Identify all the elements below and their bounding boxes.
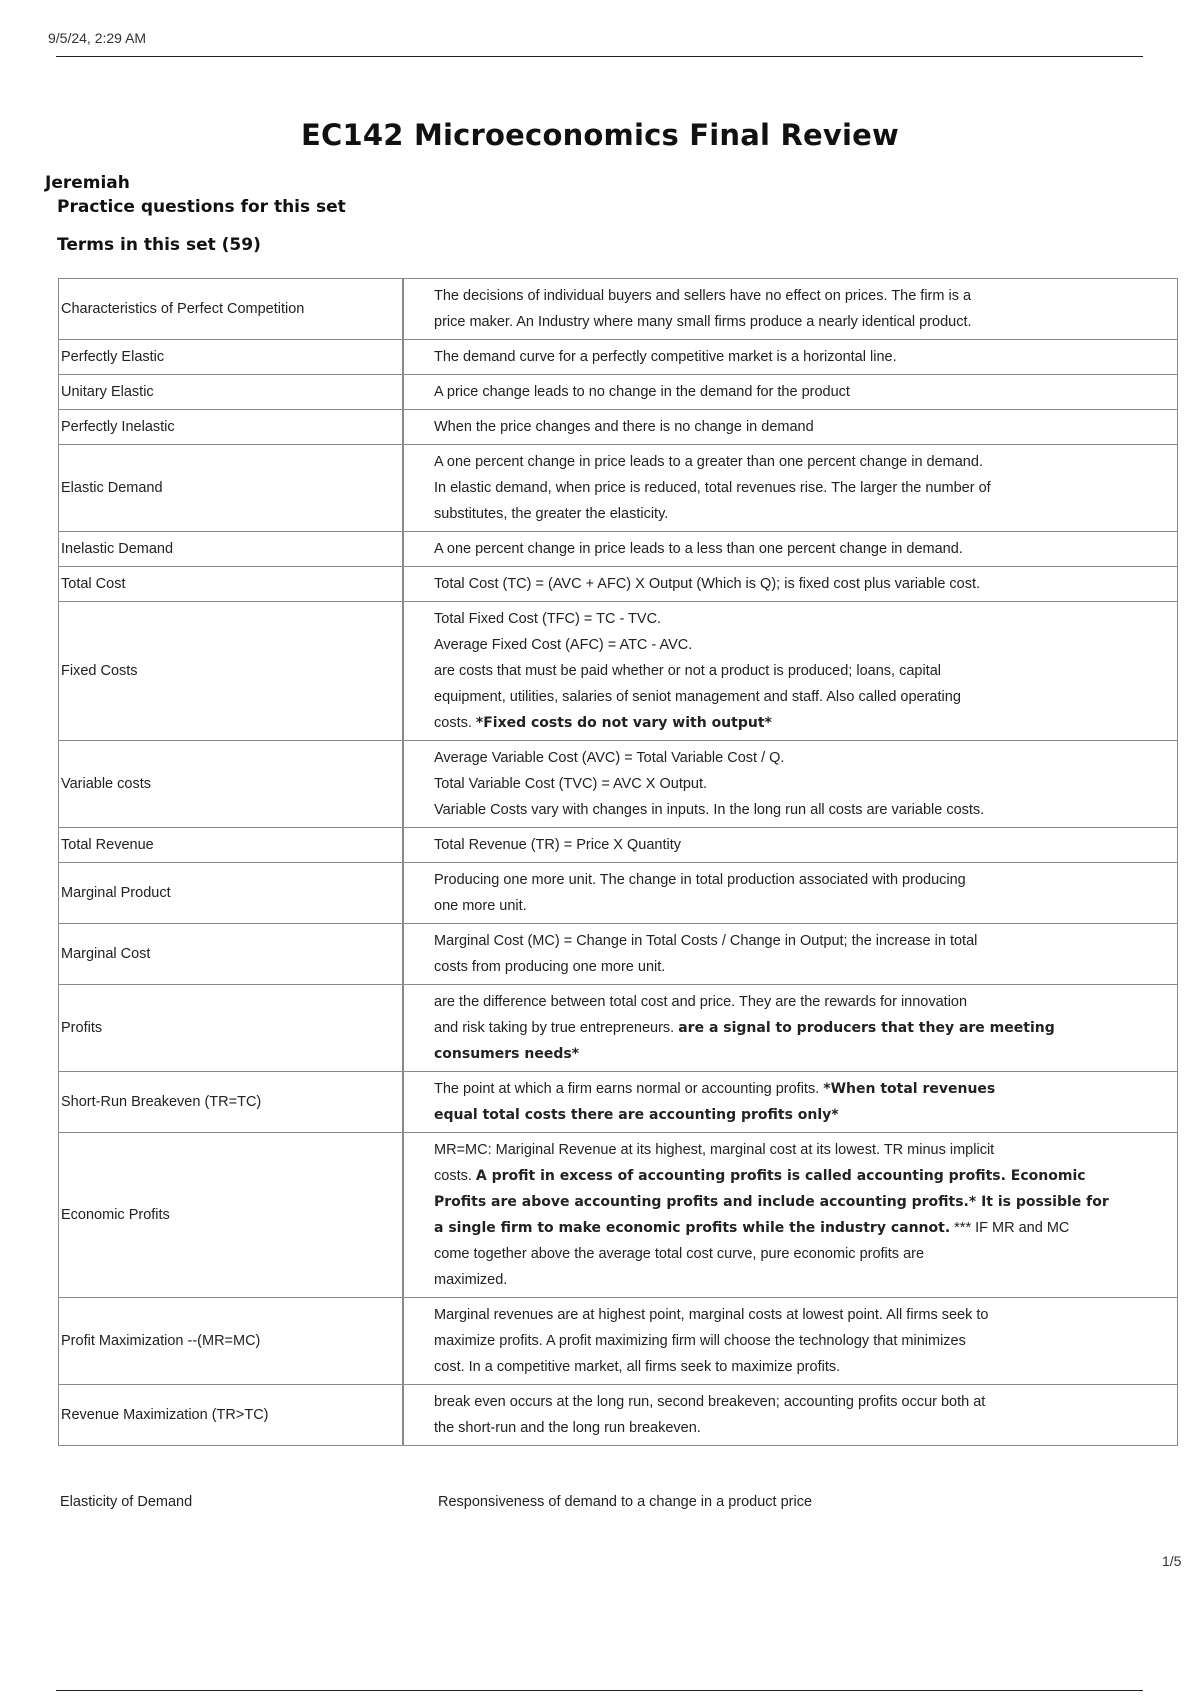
definition-line [434, 1041, 1171, 1067]
term-row [59, 1072, 1178, 1133]
definition-text: cost. In a competitive market, all firms seek to maximize profits. [434, 1359, 841, 1375]
definition-text: Average Fixed Cost (AFC) = ATC - AVC. [434, 637, 693, 653]
term-row [59, 741, 1178, 828]
definition-text: Total Variable Cost (TVC) = AVC X Output. [434, 776, 708, 792]
definition-cell [403, 445, 1178, 532]
terms-heading: Terms in this set (59) [57, 235, 261, 255]
definition-line [434, 954, 1171, 980]
term-row [59, 1385, 1178, 1446]
definition-text-bold: Profits are above accounting profits and include accounting profits.* It is possible for [434, 1194, 1109, 1210]
definition-cell [403, 985, 1178, 1072]
term-cell: Total Cost [59, 567, 404, 602]
definition-text: A one percent change in price leads to a greater than one percent change in demand. [434, 454, 983, 470]
definition-text: the short-run and the long run breakeven. [434, 1420, 701, 1436]
definition-line [434, 1267, 1171, 1293]
definition-line [434, 710, 1171, 736]
definition-text: Average Variable Cost (AVC) = Total Variable Cost / Q. [434, 750, 785, 766]
definition-line [434, 344, 1171, 370]
term-row [59, 602, 1178, 741]
definition-line [434, 832, 1171, 858]
term-cell: Revenue Maximization (TR>TC) [59, 1385, 404, 1446]
cutoff-row [58, 1494, 1178, 1518]
term-row [59, 279, 1178, 340]
term-row [59, 532, 1178, 567]
cutoff-term: Elasticity of Demand [60, 1494, 193, 1510]
term-cell: Characteristics of Perfect Competition [59, 279, 404, 340]
definition-line [434, 1302, 1171, 1328]
definition-text: Producing one more unit. The change in total production associated with producing [434, 872, 966, 888]
definition-text: The point at which a firm earns normal or accounting profits. [434, 1081, 824, 1097]
definition-line [434, 1015, 1171, 1041]
print-timestamp: 9/5/24, 2:29 AM [48, 30, 147, 46]
term-row [59, 375, 1178, 410]
term-row [59, 1298, 1178, 1385]
definition-line [434, 1389, 1171, 1415]
definition-text: The decisions of individual buyers and sellers have no effect on prices. The firm is a [434, 288, 972, 304]
definition-cell [403, 924, 1178, 985]
page-number: 1/5 [1162, 1553, 1182, 1569]
definition-text: maximize profits. A profit maximizing firm will choose the technology that minimizes [434, 1333, 966, 1349]
definition-text: A one percent change in price leads to a less than one percent change in demand. [434, 541, 963, 557]
definition-text: When the price changes and there is no change in demand [434, 419, 814, 435]
definition-line [434, 449, 1171, 475]
definition-text: price maker. An Industry where many small firms produce a nearly identical product. [434, 314, 972, 330]
definition-cell [403, 863, 1178, 924]
page-title: EC142 Microeconomics Final Review [301, 118, 899, 152]
definition-line [434, 684, 1171, 710]
definition-line [434, 414, 1171, 440]
definition-cell [403, 375, 1178, 410]
definition-line [434, 501, 1171, 527]
author-name[interactable]: Jeremiah [45, 173, 130, 193]
term-row [59, 924, 1178, 985]
term-cell: Unitary Elastic [59, 375, 404, 410]
term-cell: Perfectly Inelastic [59, 410, 404, 445]
definition-line [434, 1241, 1171, 1267]
term-row [59, 340, 1178, 375]
term-cell: Short-Run Breakeven (TR=TC) [59, 1072, 404, 1133]
term-cell: Total Revenue [59, 828, 404, 863]
cutoff-definition: Responsiveness of demand to a change in a product price [438, 1494, 813, 1510]
definition-text: Marginal Cost (MC) = Change in Total Costs / Change in Output; the increase in total [434, 933, 978, 949]
definition-line [434, 606, 1171, 632]
term-cell: Marginal Product [59, 863, 404, 924]
definition-line [434, 283, 1171, 309]
terms-table [58, 278, 1178, 1446]
definition-text-bold: A profit in excess of accounting profits is called accounting profits. Economic [475, 1168, 1086, 1184]
term-row [59, 985, 1178, 1072]
definition-text: and risk taking by true entrepreneurs. [434, 1020, 679, 1036]
practice-questions-link[interactable]: Practice questions for this set [57, 197, 346, 217]
definition-text: costs from producing one more unit. [434, 959, 666, 975]
term-cell: Elastic Demand [59, 445, 404, 532]
header-divider [56, 56, 1143, 57]
definition-cell [403, 567, 1178, 602]
definition-text: substitutes, the greater the elasticity. [434, 506, 669, 522]
definition-line [434, 1076, 1171, 1102]
definition-line [434, 771, 1171, 797]
term-cell: Variable costs [59, 741, 404, 828]
definition-line [434, 536, 1171, 562]
definition-line [434, 1189, 1171, 1215]
footer-divider [56, 1690, 1143, 1691]
definition-cell [403, 1072, 1178, 1133]
definition-cell [403, 340, 1178, 375]
definition-line [434, 571, 1171, 597]
definition-line [434, 867, 1171, 893]
definition-text: Total Fixed Cost (TFC) = TC - TVC. [434, 611, 662, 627]
definition-text: In elastic demand, when price is reduced, total revenues rise. The larger the number of [434, 480, 991, 496]
definition-cell [403, 410, 1178, 445]
definition-text: costs. [434, 1168, 476, 1184]
definition-text-bold: are a signal to producers that they are meeting [678, 1020, 1055, 1036]
definition-line [434, 797, 1171, 823]
definition-line [434, 893, 1171, 919]
definition-cell [403, 602, 1178, 741]
definition-cell [403, 279, 1178, 340]
definition-line [434, 1102, 1171, 1128]
definition-cell [403, 828, 1178, 863]
term-cell: Inelastic Demand [59, 532, 404, 567]
definition-line [434, 309, 1171, 335]
definition-line [434, 1328, 1171, 1354]
definition-line [434, 1354, 1171, 1380]
definition-cell [403, 1133, 1178, 1298]
definition-text: maximized. [434, 1272, 508, 1288]
definition-text: are the difference between total cost and price. They are the rewards for innovation [434, 994, 968, 1010]
definition-cell [403, 741, 1178, 828]
definition-text: Total Cost (TC) = (AVC + AFC) X Output (Which is Q); is fixed cost plus variable cost. [434, 576, 981, 592]
definition-text-bold: consumers needs* [434, 1046, 580, 1062]
term-cell: Profits [59, 985, 404, 1072]
definition-line [434, 475, 1171, 501]
definition-text-bold: equal total costs there are accounting profits only* [434, 1107, 839, 1123]
definition-cell [403, 1385, 1178, 1446]
definition-cell [403, 1298, 1178, 1385]
definition-text: one more unit. [434, 898, 527, 914]
definition-text: MR=MC: Mariginal Revenue at its highest, marginal cost at its lowest. TR minus implicit [434, 1142, 995, 1158]
definition-text: Variable Costs vary with changes in inputs. In the long run all costs are variable costs. [434, 802, 985, 818]
definition-text: come together above the average total cost curve, pure economic profits are [434, 1246, 925, 1262]
definition-line [434, 1137, 1171, 1163]
definition-line [434, 745, 1171, 771]
definition-text-bold: *When total revenues [823, 1081, 996, 1097]
definition-text-bold: a single firm to make economic profits while the industry cannot. [434, 1220, 951, 1236]
definition-text: Marginal revenues are at highest point, marginal costs at lowest point. All firms seek to [434, 1307, 989, 1323]
definition-line [434, 1415, 1171, 1441]
definition-line [434, 928, 1171, 954]
definition-text-bold: *Fixed costs do not vary with output* [475, 715, 772, 731]
term-row [59, 1133, 1178, 1298]
term-row [59, 863, 1178, 924]
term-row [59, 828, 1178, 863]
definition-text: costs. [434, 715, 476, 731]
definition-text: *** IF MR and MC [950, 1220, 1070, 1236]
definition-text: The demand curve for a perfectly competitive market is a horizontal line. [434, 349, 897, 365]
definition-text: A price change leads to no change in the demand for the product [434, 384, 850, 400]
term-cell: Fixed Costs [59, 602, 404, 741]
definition-text: equipment, utilities, salaries of seniot management and staff. Also called operating [434, 689, 961, 705]
term-row [59, 445, 1178, 532]
term-row [59, 567, 1178, 602]
term-cell: Profit Maximization --(MR=MC) [59, 1298, 404, 1385]
term-cell: Economic Profits [59, 1133, 404, 1298]
term-cell: Marginal Cost [59, 924, 404, 985]
term-row [59, 410, 1178, 445]
definition-line [434, 379, 1171, 405]
term-cell: Perfectly Elastic [59, 340, 404, 375]
definition-line [434, 632, 1171, 658]
definition-line [434, 989, 1171, 1015]
definition-text: break even occurs at the long run, second breakeven; accounting profits occur both at [434, 1394, 986, 1410]
definition-text: are costs that must be paid whether or not a product is produced; loans, capital [434, 663, 941, 679]
definition-line [434, 658, 1171, 684]
definition-line [434, 1163, 1171, 1189]
definition-text: Total Revenue (TR) = Price X Quantity [434, 837, 682, 853]
terms-table-body [59, 279, 1178, 1446]
definition-line [434, 1215, 1171, 1241]
definition-cell [403, 532, 1178, 567]
